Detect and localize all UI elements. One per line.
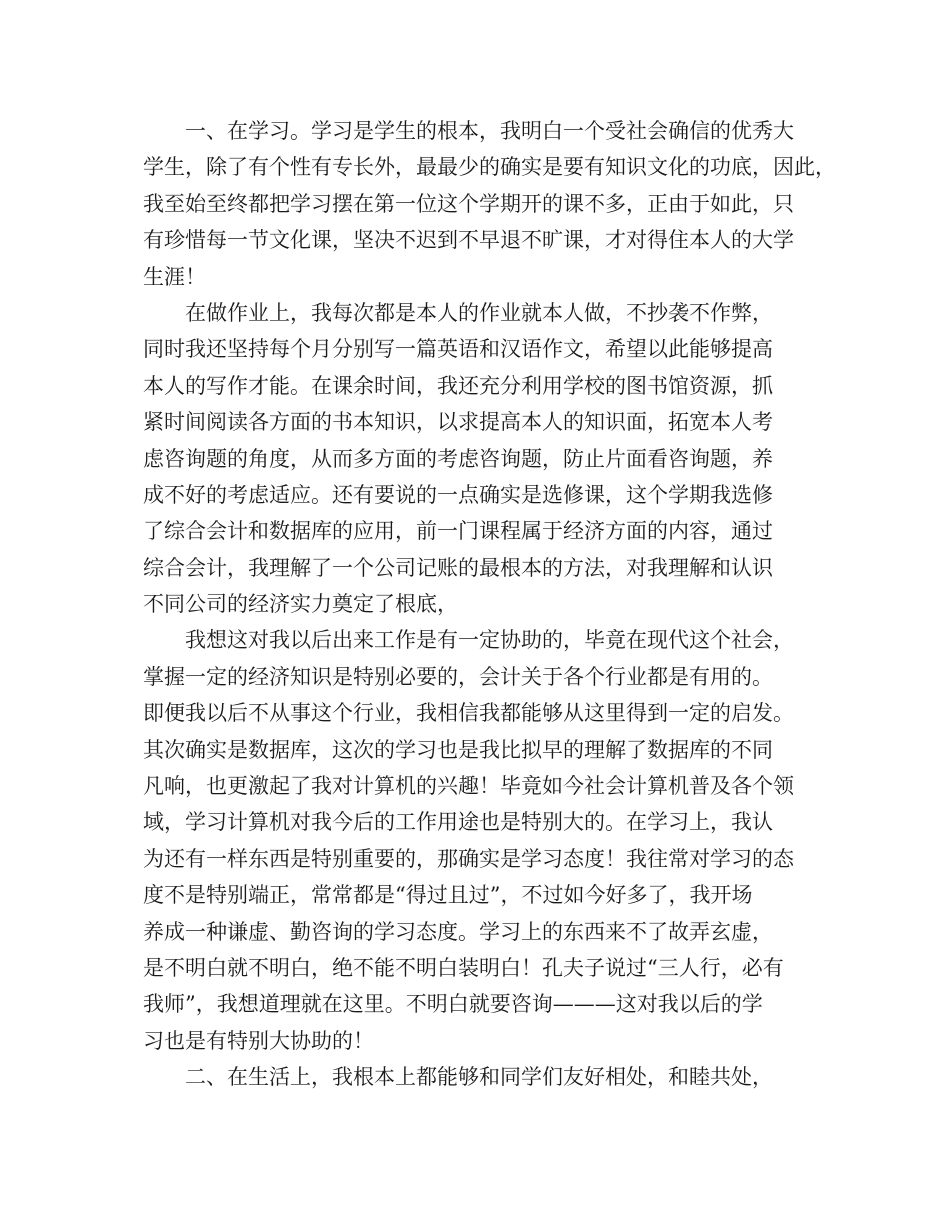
- text-line: 域，学习计算机对我今后的工作用途也是特别大的。在学习上，我认: [143, 810, 773, 835]
- text-line: 我至始至终都把学习摆在第一位这个学期开的课不多，正由于如此，只: [143, 191, 794, 216]
- text-line: 我想这对我以后出来工作是有一定协助的，毕竟在现代这个社会，: [185, 628, 794, 653]
- text-line: 生涯！: [143, 264, 206, 289]
- text-line: 成不好的考虑适应。还有要说的一点确实是选修课，这个学期我选修: [143, 482, 773, 507]
- text-line: 不同公司的经济实力奠定了根底，: [143, 592, 458, 617]
- body-text: [143, 113, 836, 1096]
- text-line: 度不是特别端正，常常都是“得过且过”，不过如今好多了，我开场: [143, 883, 753, 908]
- paragraph-life: [143, 1059, 823, 1095]
- text-line: 凡响，也更激起了我对计算机的兴趣！毕竟如今社会计算机普及各个领: [143, 774, 794, 799]
- paragraph-work: [143, 622, 823, 1059]
- paragraph-homework: [143, 295, 823, 623]
- text-line: 养成一种谦虚、勤咨询的学习态度。学习上的东西来不了故弄玄虚，: [143, 919, 773, 944]
- text-line: 有珍惜每一节文化课，坚决不迟到不早退不旷课，才对得住本人的大学: [143, 228, 794, 253]
- text-line: 我师”，我想道理就在这里。不明白就要咨询———这对我以后的学: [143, 992, 763, 1017]
- text-line: 了综合会计和数据库的应用，前一门课程属于经济方面的内容，通过: [143, 519, 773, 544]
- text-line: 即便我以后不从事这个行业，我相信我都能够从这里得到一定的启发。: [143, 701, 794, 726]
- text-line: 在做作业上，我每次都是本人的作业就本人做，不抄袭不作弊，: [185, 300, 773, 325]
- text-line: 紧时间阅读各方面的书本知识，以求提高本人的知识面，拓宽本人考: [143, 410, 773, 435]
- text-line: 本人的写作才能。在课余时间，我还充分利用学校的图书馆资源，抓: [143, 373, 773, 398]
- text-line: 掌握一定的经济知识是特别必要的，会计关于各个行业都是有用的。: [143, 664, 773, 689]
- text-line: 同时我还坚持每个月分别写一篇英语和汉语作文，希望以此能够提高: [143, 337, 773, 362]
- text-line: 综合会计，我理解了一个公司记账的最根本的方法，对我理解和认识: [143, 555, 773, 580]
- text-line: 一、在学习。学习是学生的根本，我明白一个受社会确信的优秀大: [185, 119, 794, 143]
- text-line: 习也是有特别大协助的！: [143, 1028, 374, 1053]
- paragraph-study: [143, 113, 836, 295]
- text-line: 虑咨询题的角度，从而多方面的考虑咨询题，防止片面看咨询题，养: [143, 446, 773, 471]
- text-line: 学生，除了有个性有专长外，最最少的确实是要有知识文化的功底，因此，: [143, 155, 836, 180]
- text-line: 为还有一样东西是特别重要的，那确实是学习态度！我往常对学习的态: [143, 846, 794, 871]
- text-line: 二、在生活上，我根本上都能够和同学们友好相处，和睦共处，: [185, 1065, 773, 1090]
- text-line: 是不明白就不明白，绝不能不明白装明白！孔夫子说过“三人行，必有: [143, 955, 784, 980]
- text-line: 其次确实是数据库，这次的学习也是我比拟早的理解了数据库的不同: [143, 737, 773, 762]
